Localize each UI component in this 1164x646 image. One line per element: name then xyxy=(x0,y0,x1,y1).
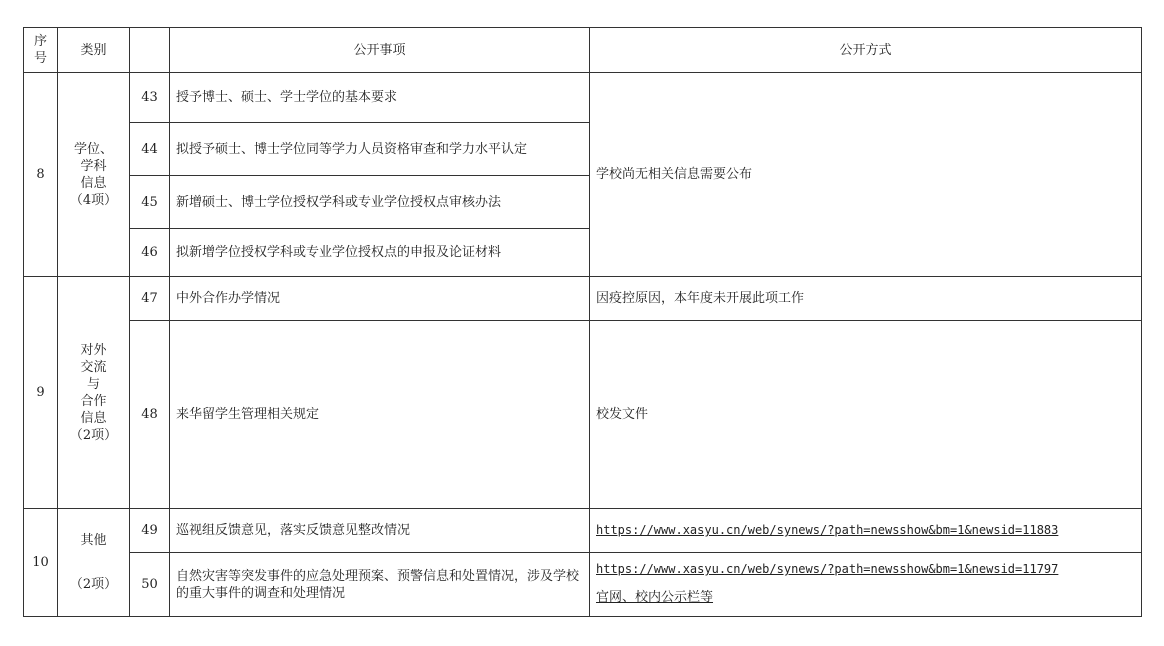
category-line: （2项） xyxy=(69,427,118,443)
category-line: 学位、 xyxy=(73,141,113,157)
item-num: 47 xyxy=(130,277,170,321)
category-line: 信息 xyxy=(80,410,107,426)
item-num: 45 xyxy=(130,176,170,229)
item-num: 43 xyxy=(130,73,170,123)
item-text: 授予博士、硕士、学士学位的基本要求 xyxy=(170,73,590,123)
category-line: 对外 xyxy=(80,342,107,358)
item-num: 48 xyxy=(130,321,170,509)
group-seq: 8 xyxy=(24,73,58,277)
header-seq xyxy=(24,28,58,73)
item-text: 中外合作办学情况 xyxy=(170,277,590,321)
table-row xyxy=(24,73,1142,123)
item-num: 49 xyxy=(130,509,170,553)
method-text: 学校尚无相关信息需要公布 xyxy=(590,73,1142,277)
group-seq: 9 xyxy=(24,277,58,509)
group-seq: 10 xyxy=(24,509,58,617)
item-text: 拟新增学位授权学科或专业学位授权点的申报及论证材料 xyxy=(170,229,590,277)
news-link[interactable]: https://www.xasyu.cn/web/synews/?path=newsshow&bm=1&newsid=11883 xyxy=(596,523,1059,537)
category-line: 信息 xyxy=(80,175,107,191)
header-item: 公开事项 xyxy=(170,28,590,73)
method-cell xyxy=(590,553,1142,617)
header-method: 公开方式 xyxy=(590,28,1142,73)
item-num: 46 xyxy=(130,229,170,277)
item-text: 新增硕士、博士学位授权学科或专业学位授权点审核办法 xyxy=(170,176,590,229)
news-link[interactable]: https://www.xasyu.cn/web/synews/?path=newsshow&bm=1&newsid=11797 xyxy=(596,562,1059,576)
method-text: 因疫控原因，本年度未开展此项工作 xyxy=(590,277,1142,321)
item-text: 自然灾害等突发事件的应急处理预案、预警信息和处置情况，涉及学校的重大事件的调查和处理情况 xyxy=(170,553,590,617)
item-num: 50 xyxy=(130,553,170,617)
item-text: 巡视组反馈意见，落实反馈意见整改情况 xyxy=(170,509,590,553)
category-line: 学科 xyxy=(80,158,107,174)
header-num xyxy=(130,28,170,73)
header-row xyxy=(24,28,1142,73)
category-line: （2项） xyxy=(69,576,118,592)
method-cell xyxy=(590,509,1142,553)
header-category: 类别 xyxy=(58,28,130,73)
item-text: 来华留学生管理相关规定 xyxy=(170,321,590,509)
disclosure-table-container xyxy=(23,27,1142,617)
table-row xyxy=(24,277,1142,321)
table-row xyxy=(24,509,1142,553)
method-text: 校发文件 xyxy=(590,321,1142,509)
category-line: 合作 xyxy=(80,393,107,409)
group-category xyxy=(58,509,130,617)
category-line: （4项） xyxy=(69,192,118,208)
disclosure-table xyxy=(23,27,1142,617)
group-category xyxy=(58,277,130,509)
category-line: 交流 xyxy=(80,359,107,375)
item-text: 拟授予硕士、博士学位同等学力人员资格审查和学力水平认定 xyxy=(170,123,590,176)
category-line: 与 xyxy=(86,376,100,392)
item-num: 44 xyxy=(130,123,170,176)
table-row xyxy=(24,553,1142,617)
group-category xyxy=(58,73,130,277)
header-seq-char: 号 xyxy=(33,51,47,66)
header-seq-char: 序 xyxy=(33,34,47,49)
table-row xyxy=(24,321,1142,509)
header-seq-label xyxy=(26,33,55,67)
category-line: 其他 xyxy=(80,532,107,548)
official-site-link[interactable]: 官网、校内公示栏等 xyxy=(596,590,714,605)
